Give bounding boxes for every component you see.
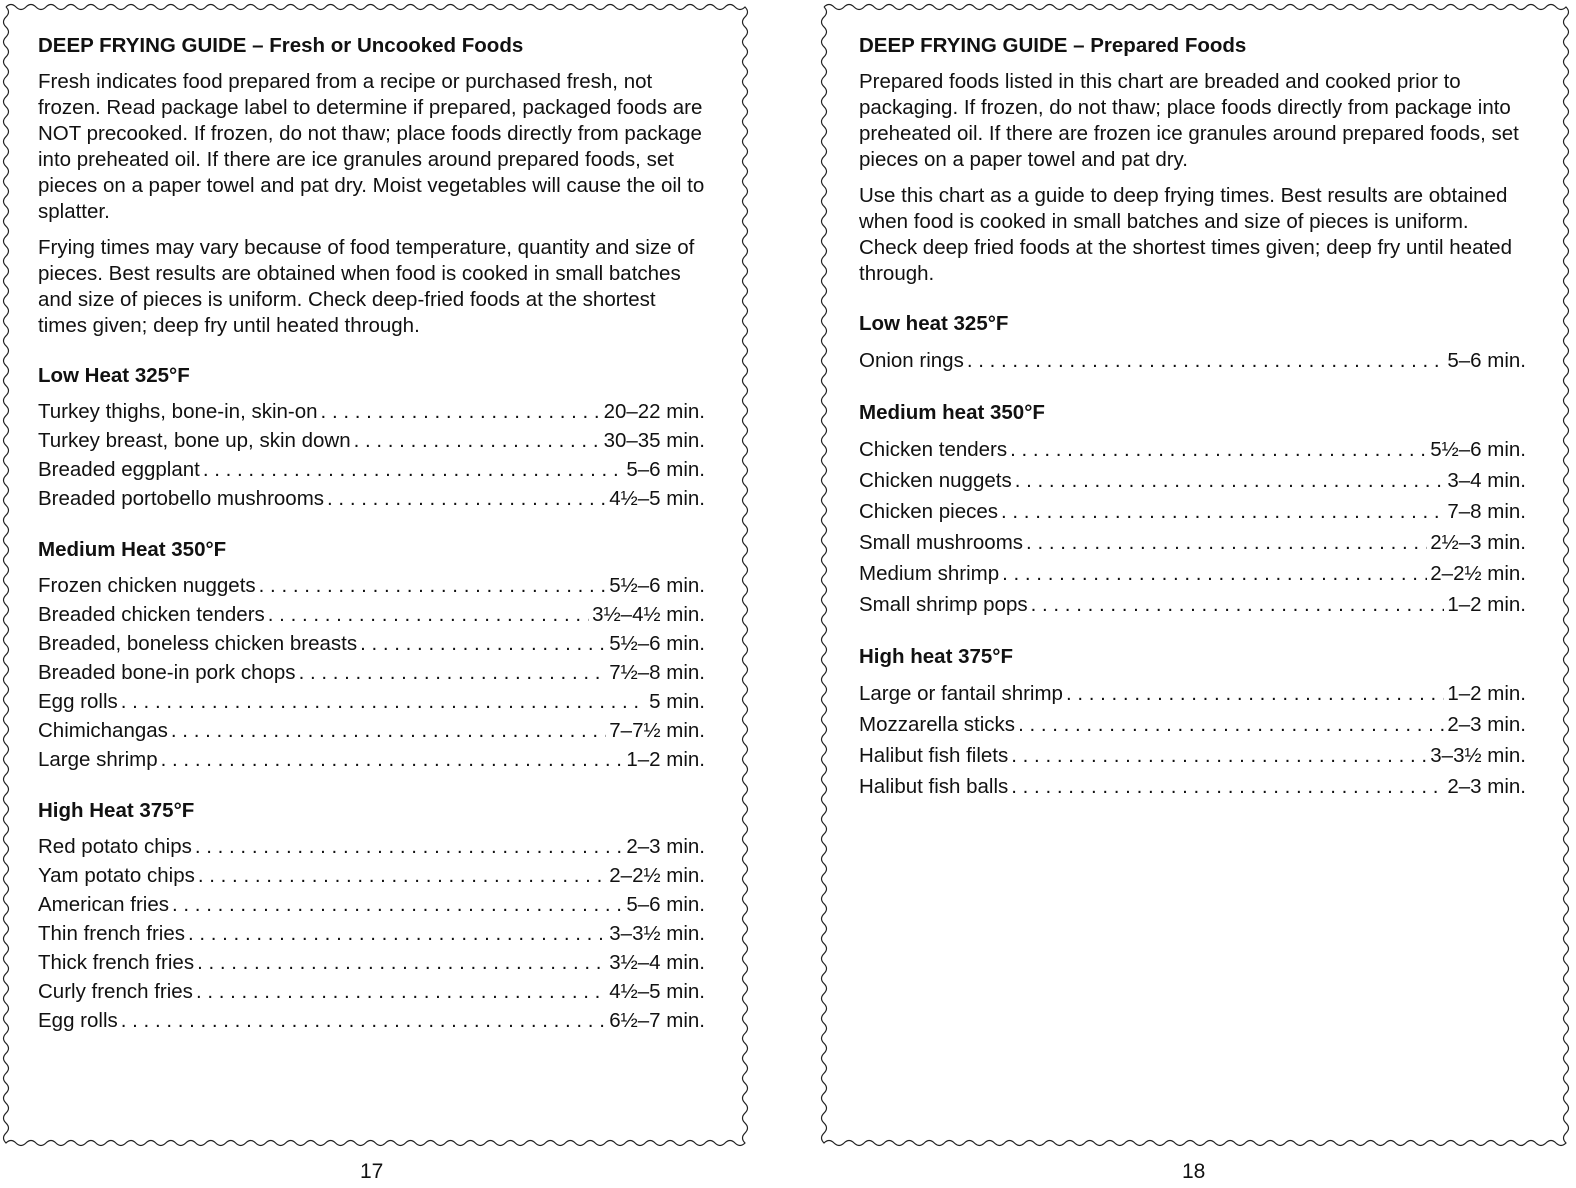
dot-leader (327, 484, 606, 513)
food-time-row (38, 977, 705, 1006)
intro-paragraph: Frying times may vary because of food temperature, quantity and size of pieces. Best results are obtained when food is cooked in small batches and size of pieces is uniform. Check deep-fried foods at the shortest times given; deep fry until heated through. (38, 236, 695, 337)
page-17-content (38, 33, 705, 1035)
dot-leader (203, 455, 624, 484)
fry-time: 2–3 min. (1447, 713, 1526, 736)
food-name: Breaded chicken tenders (38, 603, 265, 626)
food-name: Thin french fries (38, 922, 185, 945)
food-name: Thick french fries (38, 951, 195, 974)
dot-leader (1026, 527, 1427, 558)
food-name: Chicken pieces (859, 500, 999, 523)
food-name: Small mushrooms (859, 531, 1024, 554)
food-time-row (38, 397, 705, 426)
dot-leader (967, 345, 1445, 376)
dot-leader (1031, 589, 1445, 620)
food-time-row (38, 455, 705, 484)
food-name: Breaded, boneless chicken breasts (38, 632, 358, 655)
fry-time: 5½–6 min. (609, 574, 705, 597)
fry-time: 7–8 min. (1447, 500, 1526, 523)
dot-leader (1002, 558, 1427, 589)
fry-time: 6½–7 min. (609, 1009, 705, 1032)
dot-leader (1018, 709, 1444, 740)
dot-leader (1066, 678, 1444, 709)
food-name: Large or fantail shrimp (859, 682, 1063, 705)
dot-leader (121, 687, 646, 716)
heat-section-heading: Medium heat 350°F (859, 401, 1045, 424)
guide-title: DEEP FRYING GUIDE – Fresh or Uncooked Foods (38, 34, 524, 57)
fry-time: 3½–4 min. (609, 951, 705, 974)
fry-time: 1–2 min. (626, 748, 705, 771)
fry-time: 30–35 min. (603, 429, 705, 452)
fry-time: 4½–5 min. (609, 487, 705, 510)
food-time-row (859, 771, 1526, 802)
fry-time: 3–3½ min. (609, 922, 705, 945)
food-name: Chicken tenders (859, 438, 1008, 461)
fry-time: 2–3 min. (626, 835, 705, 858)
food-time-row (859, 558, 1526, 589)
fry-time: 2½–3 min. (1430, 531, 1526, 554)
fry-time: 1–2 min. (1447, 593, 1526, 616)
dot-leader (299, 658, 607, 687)
food-time-row (38, 890, 705, 919)
fry-time: 2–2½ min. (1430, 562, 1526, 585)
dot-leader (1010, 434, 1427, 465)
dot-leader (1011, 740, 1427, 771)
food-time-row (38, 426, 705, 455)
food-name: Small shrimp pops (859, 593, 1028, 616)
food-name: Chimichangas (38, 719, 168, 742)
food-time-row (859, 740, 1526, 771)
food-name: Egg rolls (38, 1009, 118, 1032)
food-name: Egg rolls (38, 690, 118, 713)
dot-leader (188, 919, 606, 948)
food-name: Curly french fries (38, 980, 193, 1003)
food-name: Chicken nuggets (859, 469, 1012, 492)
heat-section-heading: Medium Heat 350°F (38, 538, 227, 561)
dot-leader (1011, 771, 1444, 802)
fry-time: 5–6 min. (626, 893, 705, 916)
dot-leader (268, 600, 589, 629)
dot-leader (195, 832, 624, 861)
food-name: Breaded bone-in pork chops (38, 661, 296, 684)
food-time-row (38, 948, 705, 977)
heat-section-heading: High heat 375°F (859, 645, 1014, 668)
food-time-row (859, 709, 1526, 740)
heat-section-heading: Low Heat 325°F (38, 364, 190, 387)
fry-time: 2–2½ min. (609, 864, 705, 887)
food-name: Halibut fish filets (859, 744, 1009, 767)
food-time-row (38, 629, 705, 658)
heat-section-heading: Low heat 325°F (859, 312, 1009, 335)
food-name: Breaded eggplant (38, 458, 200, 481)
fry-time: 3½–4½ min. (592, 603, 705, 626)
fry-time: 4½–5 min. (609, 980, 705, 1003)
food-time-row (38, 716, 705, 745)
page-18-content (859, 33, 1526, 802)
fry-time: 2–3 min. (1447, 775, 1526, 798)
intro-paragraph: Fresh indicates food prepared from a recipe or purchased fresh, not frozen. Read package label to determine if prepared, packaged foods are NOT precooked. If frozen, do not thaw; place foods directly from package into preheated oil. If there are ice granules around prepared foods, set pieces on a paper towel and pat dry. Moist vegetables will cause the oil to splatter. (38, 70, 705, 223)
food-name: Breaded portobello mushrooms (38, 487, 325, 510)
dot-leader (171, 716, 606, 745)
fry-time: 5–6 min. (626, 458, 705, 481)
fry-time: 7–7½ min. (609, 719, 705, 742)
heat-section-heading: High Heat 375°F (38, 799, 195, 822)
food-name: Turkey thighs, bone-in, skin-on (38, 400, 318, 423)
food-time-row (859, 589, 1526, 620)
fry-time: 20–22 min. (603, 400, 705, 423)
food-time-row (859, 345, 1526, 376)
food-name: Large shrimp (38, 748, 158, 771)
fry-time: 3–4 min. (1447, 469, 1526, 492)
intro-paragraph: Prepared foods listed in this chart are breaded and cooked prior to packaging. If frozen, do not thaw; place foods directly from package into preheated oil. If there are frozen ice granules around prepared foods, set pieces on a paper towel and pat dry. (859, 70, 1519, 171)
food-time-row (38, 571, 705, 600)
dot-leader (197, 948, 606, 977)
dot-leader (1015, 465, 1445, 496)
food-name: Onion rings (859, 349, 964, 372)
food-name: Medium shrimp (859, 562, 1000, 585)
food-time-row (859, 678, 1526, 709)
food-name: American fries (38, 893, 170, 916)
food-name: Mozzarella sticks (859, 713, 1016, 736)
food-name: Frozen chicken nuggets (38, 574, 256, 597)
dot-leader (259, 571, 607, 600)
dot-leader (121, 1006, 607, 1035)
dot-leader (321, 397, 601, 426)
food-time-row (38, 687, 705, 716)
food-time-row (38, 832, 705, 861)
food-time-row (38, 861, 705, 890)
food-time-row (859, 496, 1526, 527)
food-time-row (859, 434, 1526, 465)
food-time-row (859, 527, 1526, 558)
food-time-row (859, 465, 1526, 496)
dot-leader (172, 890, 623, 919)
food-time-row (38, 745, 705, 774)
food-time-row (38, 1006, 705, 1035)
food-name: Turkey breast, bone up, skin down (38, 429, 351, 452)
fry-time: 1–2 min. (1447, 682, 1526, 705)
dot-leader (198, 861, 606, 890)
food-name: Red potato chips (38, 835, 192, 858)
fry-time: 5½–6 min. (1430, 438, 1526, 461)
fry-time: 5½–6 min. (609, 632, 705, 655)
food-time-row (38, 484, 705, 513)
dot-leader (360, 629, 606, 658)
page-number-17: 17 (360, 1160, 384, 1183)
intro-paragraph: Use this chart as a guide to deep frying times. Best results are obtained when food is cooked in small batches and size of pieces is uniform. Check deep fried foods at the shortest times given; deep fry until heated through. (859, 184, 1512, 285)
page-number-18: 18 (1182, 1160, 1206, 1183)
food-time-row (38, 600, 705, 629)
dot-leader (161, 745, 624, 774)
dot-leader (354, 426, 601, 455)
dot-leader (196, 977, 606, 1006)
fry-time: 3–3½ min. (1430, 744, 1526, 767)
food-time-row (38, 658, 705, 687)
fry-time: 5 min. (649, 690, 705, 713)
dot-leader (1001, 496, 1444, 527)
food-name: Halibut fish balls (859, 775, 1009, 798)
fry-time: 7½–8 min. (609, 661, 705, 684)
food-time-row (38, 919, 705, 948)
guide-title: DEEP FRYING GUIDE – Prepared Foods (859, 34, 1247, 57)
fry-time: 5–6 min. (1447, 349, 1526, 372)
food-name: Yam potato chips (38, 864, 195, 887)
